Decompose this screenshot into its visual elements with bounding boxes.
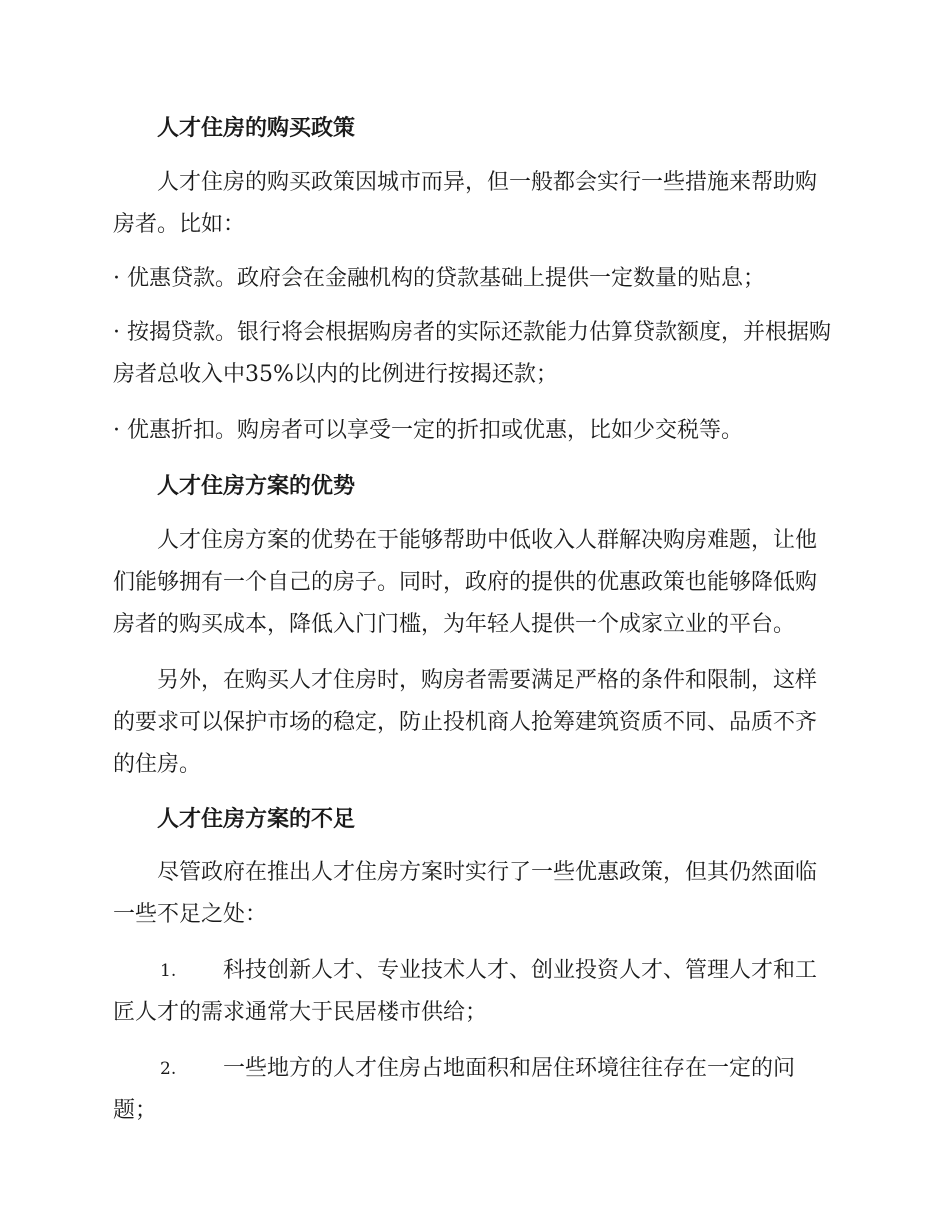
list-number-2: 2. xyxy=(160,1059,177,1079)
advantages-paragraph-1: 人才住房方案的优势在于能够帮助中低收入人群解决购房难题，让他们能够拥有一个自己的房子。同时，政府的提供的优惠政策也能够降低购房者的购买成本，降低入门门槛，为年轻人提供一个成家立业的平台。 xyxy=(113,528,818,637)
section-heading-purchase-policy: 人才住房的购买政策 xyxy=(157,115,356,141)
list-item-1-text: 科技创新人才、专业技术人才、创业投资人才、管理人才和工匠人才的需求通常大于民居楼市供给； xyxy=(113,958,818,1025)
purchase-policy-intro: 人才住房的购买政策因城市而异，但一般都会实行一些措施来帮助购房者。比如： xyxy=(113,170,818,237)
list-item-2-text: 一些地方的人才住房占地面积和居住环境往往存在一定的问题； xyxy=(113,1056,796,1123)
section-heading-shortcomings: 人才住房方案的不足 xyxy=(157,806,356,832)
bullet-discount: · 优惠折扣。购房者可以享受一定的折扣或优惠，比如少交税等。 xyxy=(113,418,743,443)
shortcomings-intro: 尽管政府在推出人才住房方案时实行了一些优惠政策，但其仍然面临一些不足之处： xyxy=(113,860,818,927)
list-number-1: 1. xyxy=(160,961,177,981)
advantages-paragraph-2: 另外，在购买人才住房时，购房者需要满足严格的条件和限制，这样的要求可以保护市场的稳定，防止投机商人抢筹建筑资质不同、品质不齐的住房。 xyxy=(113,668,818,777)
bullet-preferential-loan: · 优惠贷款。政府会在金融机构的贷款基础上提供一定数量的贴息； xyxy=(113,266,765,291)
section-heading-advantages: 人才住房方案的优势 xyxy=(157,473,356,499)
bullet-mortgage-loan: · 按揭贷款。银行将会根据购房者的实际还款能力估算贷款额度，并根据购房者总收入中35%以内的比例进行按揭还款； xyxy=(113,320,831,387)
